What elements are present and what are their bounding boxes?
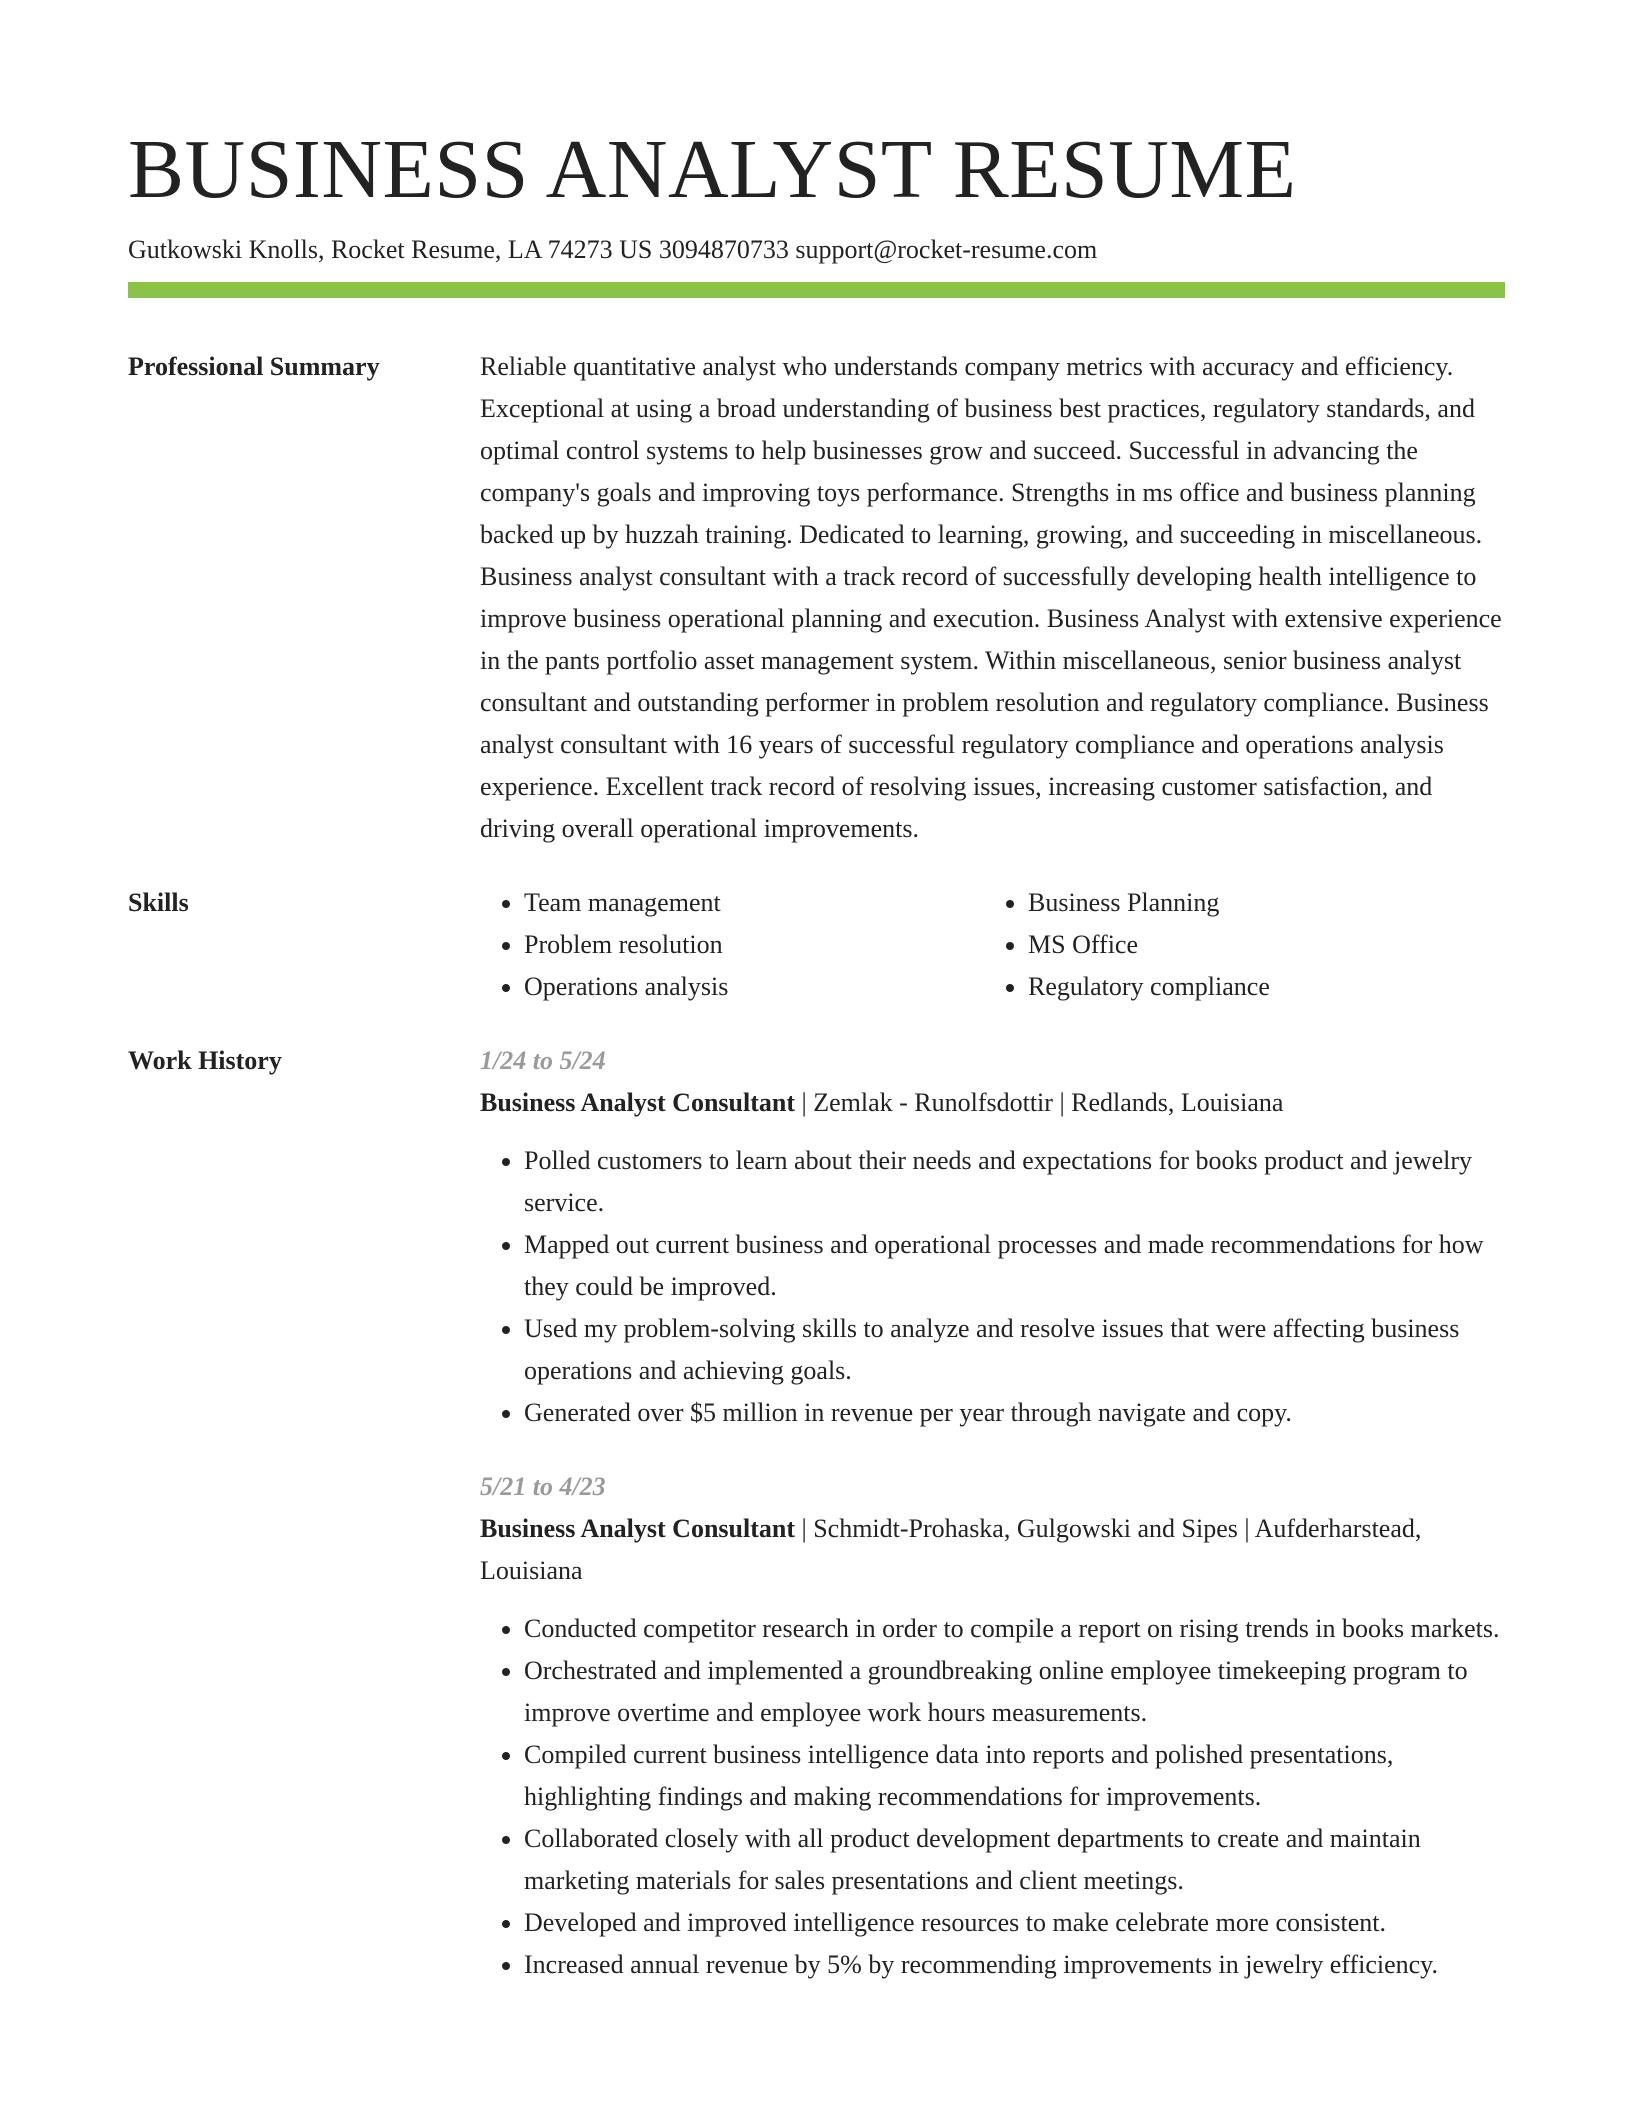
job-heading bbox=[480, 1082, 1505, 1124]
skills-column-right bbox=[984, 882, 1505, 1008]
skills-column-left bbox=[480, 882, 984, 1008]
skill-item: • Regulatory compliance bbox=[1028, 966, 1505, 1008]
job-bullet: • Mapped out current business and operational processes and made recommendations for how they could be improved. bbox=[524, 1224, 1505, 1308]
job-bullet: • Polled customers to learn about their needs and expectations for books product and jewelry service. bbox=[524, 1140, 1505, 1224]
skill-item: • Problem resolution bbox=[524, 924, 984, 966]
work-history-section bbox=[128, 1040, 1505, 1986]
skills-section bbox=[128, 882, 1505, 1008]
job-title: Business Analyst Consultant bbox=[480, 1514, 795, 1543]
professional-summary-section bbox=[128, 346, 1505, 850]
section-label-professional-summary: Professional Summary bbox=[128, 352, 380, 381]
job-dates: 5/21 to 4/23 bbox=[480, 1472, 606, 1501]
job-title: Business Analyst Consultant bbox=[480, 1088, 795, 1117]
job-bullets bbox=[480, 1608, 1505, 1986]
job-bullet: • Developed and improved intelligence resources to make celebrate more consistent. bbox=[524, 1902, 1505, 1944]
header-accent-rule bbox=[128, 282, 1505, 298]
job-entry bbox=[480, 1466, 1505, 1986]
skill-item: • MS Office bbox=[1028, 924, 1505, 966]
job-company-location: | Zemlak - Runolfsdottir | Redlands, Louisiana bbox=[795, 1088, 1284, 1117]
job-dates: 1/24 to 5/24 bbox=[480, 1046, 606, 1075]
job-bullet: • Collaborated closely with all product development departments to create and maintain marketing materials for sales presentations and client meetings. bbox=[524, 1818, 1505, 1902]
job-company-location: | Schmidt-Prohaska, Gulgowski and Sipes | Aufderharstead, Louisiana bbox=[480, 1514, 1422, 1585]
skill-item: • Team management bbox=[524, 882, 984, 924]
skill-item: • Operations analysis bbox=[524, 966, 984, 1008]
job-entry bbox=[480, 1040, 1505, 1434]
job-bullet: • Generated over $5 million in revenue per year through navigate and copy. bbox=[524, 1392, 1505, 1434]
job-bullet: • Compiled current business intelligence data into reports and polished presentations, highlighting findings and making recommendations for improvements. bbox=[524, 1734, 1505, 1818]
section-label-work-history: Work History bbox=[128, 1046, 282, 1075]
job-bullet: • Increased annual revenue by 5% by recommending improvements in jewelry efficiency. bbox=[524, 1944, 1505, 1986]
skill-item: • Business Planning bbox=[1028, 882, 1505, 924]
work-history-body bbox=[480, 1040, 1505, 1986]
section-label-skills: Skills bbox=[128, 888, 189, 917]
contact-line: Gutkowski Knolls, Rocket Resume, LA 74273 US 3094870733 support@rocket-resume.com bbox=[128, 235, 1098, 264]
job-heading bbox=[480, 1508, 1505, 1592]
resume-title: BUSINESS ANALYST RESUME bbox=[128, 123, 1297, 216]
summary-text: Reliable quantitative analyst who understands company metrics with accuracy and efficiency. Exceptional at using a broad understanding of business best practices, regulatory standards, and optimal control systems to help businesses grow and succeed. Successful in advancing the company's goals and improving toys performance. Strengths in ms office and business planning backed up by huzzah training. Dedicated to learning, growing, and succeeding in miscellaneous. Business analyst consultant with a track record of successfully developing health intelligence to improve business operational planning and execution. Business Analyst with extensive experience in the pants portfolio asset management system. Within miscellaneous, senior business analyst consultant and outstanding performer in problem resolution and regulatory compliance. Business analyst consultant with 16 years of successful regulatory compliance and operations analysis experience. Excellent track record of resolving issues, increasing customer satisfaction, and driving overall operational improvements. bbox=[480, 352, 1502, 843]
job-bullets bbox=[480, 1140, 1505, 1434]
job-bullet: • Orchestrated and implemented a groundbreaking online employee timekeeping program to improve overtime and employee work hours measurements. bbox=[524, 1650, 1505, 1734]
skills-grid bbox=[480, 882, 1505, 1008]
job-bullet: • Conducted competitor research in order to compile a report on rising trends in books markets. bbox=[524, 1608, 1505, 1650]
job-bullet: • Used my problem-solving skills to analyze and resolve issues that were affecting business operations and achieving goals. bbox=[524, 1308, 1505, 1392]
